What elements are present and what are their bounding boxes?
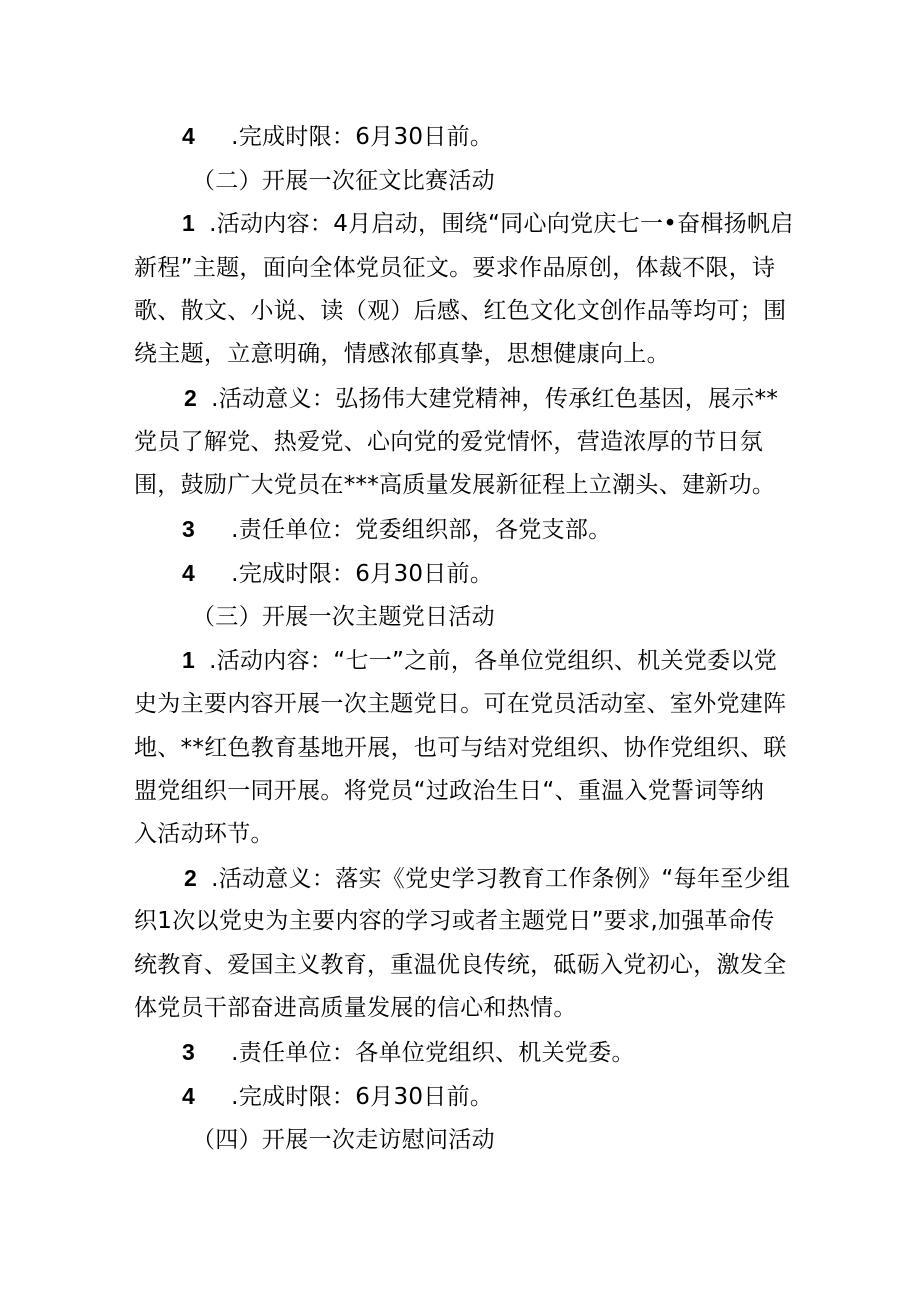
- item-number: 1: [182, 210, 196, 236]
- s2-item4: [182, 558, 493, 589]
- s2-item2-line1: [184, 383, 778, 414]
- s3-item1-line4: 盟党组织一同开展。将党员“过政治生日“、重温入党誓词等纳: [134, 778, 765, 804]
- s3-item2-line4: 体党员干部奋进高质量发展的信心和热情。: [134, 995, 577, 1021]
- item-number: 2: [184, 865, 198, 891]
- s2-item3: [182, 514, 612, 545]
- s3-item1-line2: 史为主要内容开展一次主题党日。可在党员活动室、室外党建阵: [134, 691, 787, 717]
- item-number: 4: [182, 123, 196, 149]
- s2-item2-line3: 围，鼓励广大党员在***高质量发展新征程上立潮头、建新功。: [134, 472, 776, 498]
- section2-heading: （二）开展一次征文比赛活动: [192, 168, 495, 194]
- s3-item2-line3: 统教育、爱国主义教育，重温优良传统，砥砺入党初心，激发全: [134, 952, 787, 978]
- s3-item1-line5: 入活动环节。: [134, 821, 274, 847]
- item-text: .责任单位：各单位党组织、机关党委。: [231, 1040, 635, 1066]
- item-number: 2: [184, 385, 198, 411]
- s2-item1-line1: [182, 208, 794, 239]
- item-text: .完成时限：6月30日前。: [231, 124, 494, 150]
- item-text: .活动意义：落实《党史学习教育工作条例》“每年至少组: [211, 866, 791, 892]
- item-number: 3: [182, 1039, 196, 1065]
- s2-item1-line2: 新程”主题，面向全体党员征文。要求作品原创，体裁不限，诗: [134, 255, 776, 281]
- section3-heading: （三）开展一次主题党日活动: [192, 604, 495, 630]
- item-text: .完成时限：6月30日前。: [231, 561, 494, 587]
- item-number: 4: [182, 560, 196, 586]
- s2-item1-line4: 绕主题，立意明确，情感浓郁真挚，思想健康向上。: [134, 341, 670, 367]
- item-text: .责任单位：党委组织部，各党支部。: [231, 517, 612, 543]
- s2-item2-line2: 党员了解党、热爱党、心向党的爱党情怀，营造浓厚的节日氛: [134, 429, 764, 455]
- s1-item4: [182, 121, 493, 152]
- s3-item4: [182, 1081, 493, 1112]
- item-text: .活动意义：弘扬伟大建党精神，传承红色基因，展示**: [211, 386, 779, 412]
- s3-item1-line1: [182, 645, 777, 676]
- s3-item1-line3: 地、**红色教育基地开展，也可与结对党组织、协作党组织、联: [134, 735, 787, 761]
- item-text: .完成时限：6月30日前。: [231, 1084, 494, 1110]
- item-number: 1: [182, 647, 196, 673]
- s3-item2-line2: 织1次以党史为主要内容的学习或者主题党日”要求,加强革命传: [134, 908, 775, 934]
- item-number: 4: [182, 1083, 196, 1109]
- section4-heading: （四）开展一次走访慰问活动: [192, 1127, 495, 1153]
- item-number: 3: [182, 516, 196, 542]
- item-text: .活动内容：4月启动，围绕“同心向党庆七一•奋楫扬帆启: [209, 211, 794, 237]
- s3-item2-line1: [184, 863, 790, 894]
- item-text: .活动内容：“七一”之前，各单位党组织、机关党委以党: [209, 648, 778, 674]
- s2-item1-line3: 歌、散文、小说、读（观）后感、红色文化文创作品等均可；围: [134, 298, 787, 324]
- s3-item3: [182, 1037, 635, 1068]
